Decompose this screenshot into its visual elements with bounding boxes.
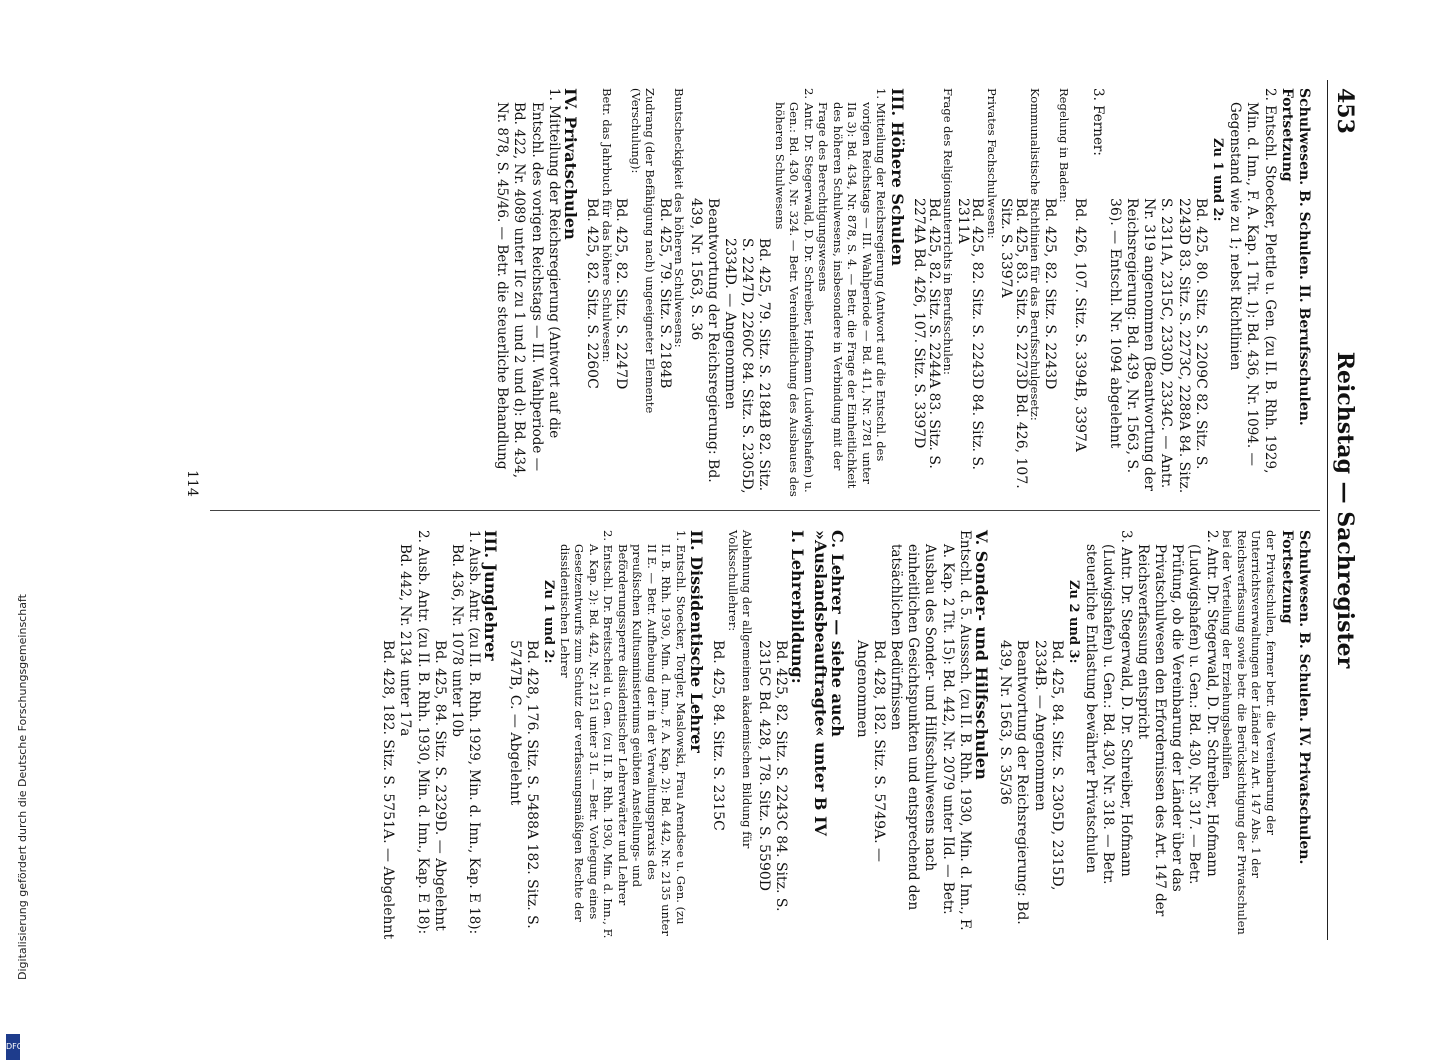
ablehnung-label: Ablehnung der allgemeinen akademischen Bildung für Volksschullehrer: bbox=[725, 530, 755, 849]
zu-1-2-label: Zu 1 und 2: bbox=[1209, 138, 1225, 222]
zu-1-2-right-label: Zu 1 und 2: bbox=[541, 580, 557, 664]
regelung-ref: Bd. 425, 82. Sitz. S. 2243D bbox=[1041, 198, 1058, 390]
entry-j1: 1. Ausb. Antr. (zu II. B. Rhh. 1929, Min. d. Inn., Kap. E 18): Bd. 436, Nr. 1078 unter 10b bbox=[449, 530, 483, 935]
rotated-page bbox=[130, 80, 1360, 940]
column-separator bbox=[210, 510, 1320, 511]
lehrerbildung-ref: Bd. 425, 82. Sitz. S. 2243C 84. Sitz. S. 2315C Bd. 428, 178. Sitz. S. 5590D bbox=[755, 640, 789, 912]
beantwortung-left: Beantwortung der Reichsregierung: Bd. 439, Nr. 1563, S. 36 bbox=[687, 198, 721, 483]
beantwortung-right: Beantwortung der Reichsregierung: Bd. 439, Nr. 1563, S. 35/36 bbox=[997, 640, 1031, 925]
right-column bbox=[379, 530, 1312, 940]
dfg-logo-icon: DFG bbox=[6, 1034, 20, 1060]
frage-label: Frage des Religionsunterrichts in Berufsschulen: bbox=[941, 88, 956, 375]
regelung-label: Regelung in Baden: bbox=[1057, 88, 1072, 203]
zu-2-3-ref: Bd. 425, 84. Sitz. S. 2305D, 2315D, 2334B. — Angenommen bbox=[1031, 640, 1065, 891]
ref-s5: Bd. 428, 182. Sitz. S. 5749A. — Angenommen bbox=[853, 640, 887, 862]
page-title: Reichstag — Sachregister bbox=[1332, 351, 1358, 669]
page-number: 453 bbox=[1332, 88, 1358, 134]
zu-1-2-right-ref: Bd. 428, 176. Sitz. S. 5488A 182. Sitz. S. 5747B, C. — Abgelehnt bbox=[506, 640, 540, 929]
ablehnung-ref: Bd. 425, 84. Sitz. S. 2315C bbox=[710, 640, 727, 831]
ref-3: Bd. 426, 107. Sitz. S. 3394B, 3397A bbox=[1072, 198, 1089, 452]
section-heading-iv: IV. Privatschulen bbox=[560, 88, 580, 240]
entry-j2: 2. Ausb. Antr. (zu II. B. Rhh. 1930, Min. d. Inn., Kap. E 18): Bd. 442, Nr. 2134 unter 17a bbox=[397, 530, 431, 935]
bunt-label: Buntscheckigkeit des höheren Schulwesens: bbox=[672, 88, 687, 348]
digitization-note bbox=[6, 70, 29, 1051]
page-header bbox=[1324, 80, 1360, 940]
entry-d2: 2. Entschl. Dr. Breitscheid u. Gen. (zu II. B. Rhh. 1930, Min. d. Inn., F. A. Kap. 2): Bd. 442, Nr. 2151 unter 3 II. — Betr. Vorlegung eines Gesetzentwurfs zum Schutz der verfassungsmäßigen Rechte der dissidentischen Lehrer bbox=[557, 530, 616, 939]
refs-1-2: Bd. 425, 80. Sitz. S. 2209C 82. Sitz. S. 2243D 83. Sitz. S. 2273C, 2288A 84. Sitz. S. 2311A, 2315C, 2330D, 2334C. — Antr. Nr. 319 angenommen (Beantwortung der Reichsregierung: Bd. 439, Nr. 1563, S. 36). — Entschl. Nr. 1094 abgelehnt bbox=[1106, 198, 1209, 494]
header-rule bbox=[1327, 80, 1328, 940]
entry-h2: 2. Antr. Dr. Stegerwald, D. Dr. Schreiber, Hofmann (Ludwigshafen) u. Gen.: Bd. 430, Nr. 324. — Betr. Vereinheitlichung des Ausbaues des höheren Schulwesens bbox=[772, 88, 816, 497]
entry-h1: 1. Mitteilung der Reichsregierung (Antwort auf die Entschl. des vorigen Reichstags — III. Wahlperiode — Bd. 411, Nr. 2781 unter IIa 3): Bd. 434, Nr. 878, S. 4. — Betr. die Frage der Einheitlichkeit des höheren Schulwesens, insbesondere in Verbindung mit der Frage des Berechtigungswesens bbox=[816, 88, 889, 489]
privat-ref: Bd. 425, 82. Sitz. S. 2243D 84. Sitz. S. 2311A bbox=[954, 198, 986, 470]
running-head-left: Schulwesen. B. Schulen. II. Berufsschulen. Fortsetzung bbox=[1278, 88, 1312, 426]
section-heading-c: C. Lehrer — siehe auch »Auslandsbeauftragte« unter B IV bbox=[811, 530, 848, 836]
ref-h2: Bd. 425, 79. Sitz. S. 2184B 82. Sitz. S. 2247D, 2260C 84. Sitz. S. 2305D, 2334D. — Angenommen bbox=[722, 238, 773, 494]
page-footer-number: 114 bbox=[184, 470, 200, 497]
ref-j1: Bd. 425, 84. Sitz. S. 2329D. — Abgelehnt bbox=[431, 640, 448, 931]
section-heading-c-ii: II. Dissidentische Lehrer bbox=[686, 530, 706, 753]
zu-2-3-label: Zu 2 und 3: bbox=[1065, 580, 1081, 664]
ref-j2: Bd. 428, 182. Sitz. S. 5751A. — Abgelehnt bbox=[380, 640, 397, 940]
privat-label: Privates Fachschulwesen: bbox=[984, 88, 999, 239]
jahrbuch-label: Betr. das Jahrbuch für das höhere Schulwesen: bbox=[599, 88, 614, 363]
entry-p3: 3. Antr. Dr. Stegerwald, D. Dr. Schreiber, Hofmann (Ludwigshafen) u. Gen.: Bd. 430, Nr. 318. — Betr. steuerliche Entlastung bewährter Privatschulen bbox=[1083, 530, 1134, 885]
entry-item-2: 2. Entschl. Stoecker, Plettle u. Gen. (zu II. B. Rhh. 1929, Min. d. Inn., F. A. Kap. 1 Tit. 1): Bd. 436, Nr. 1094. — Gegenstand wie zu 1; nebst Richtlinien bbox=[1227, 88, 1278, 474]
kommunal-ref: Bd. 425, 83. Sitz. S. 2273D Bd. 426, 107. Sitz. S. 3397A bbox=[998, 198, 1029, 489]
running-head-right: Schulwesen. B. Schulen. IV. Privatschulen. Fortsetzung bbox=[1278, 530, 1312, 865]
zudrang-label: Zudrang (der Befähigung nach) ungeeigneter Elemente (Verschulung): bbox=[628, 88, 658, 414]
section-heading-v: V. Sonder- und Hilfsschulen bbox=[971, 530, 991, 780]
entry-p1: 1. Mitteilung der Reichsregierung (Antwort auf die Entschl. des vorigen Reichstags — III. Wahlperiode — Bd. 422, Nr. 4089 unter IIc zu 1 und 2 und d): Bd. 434, Nr. 878, S. 45/46. — Betr. die steuerliche Behandlung bbox=[494, 88, 562, 479]
left-column bbox=[493, 88, 1312, 498]
section-heading-c-i: I. Lehrerbildung: bbox=[787, 530, 807, 684]
kommunal-label: Kommunalistische Richtlinien für das Berufsschulgesetz: bbox=[1028, 88, 1043, 421]
entry-item-3: 3. Ferner: bbox=[1089, 88, 1106, 156]
section-heading-iii: III. Höhere Schulen bbox=[887, 88, 907, 266]
entry-s5: Entschl. d. 5. Ausssch. (zu II. B. Rhh. 1930, Min. d. Inn., F. A. Kap. 2 Tit. 15): Bd. 442, Nr. 2079 unter IId. — Betr. Ausbau des Sonder- und Hilfsschulwesens nach einheitlichen Gesichtspunkten und entsprechend den tatsächlichen Bedürfnissen bbox=[887, 530, 973, 931]
entry-p2: 2. Antr. Dr. Stegerwald, D. Dr. Schreiber, Hofmann (Ludwigshafen) u. Gen.: Bd. 430, Nr. 317. — Betr. Prüfung, ob die Vereinbarung der Länder über das Privatschulwesen den Erfordernissen des Art. 147 der Reichsverfassung entspricht bbox=[1134, 530, 1220, 917]
frage-ref: Bd. 425, 82. Sitz. S. 2244A 83. Sitz. S. 2274A Bd. 426, 107. Sitz. S. 3397D bbox=[911, 198, 942, 469]
entry-d1: 1. Entschl. Stoecker, Torgler, Maslowski, Frau Arendsee u. Gen. (zu II. B. Rhh. 1930, Min. d. Inn., F. A. Kap. 2): Bd. 442, Nr. 2135 unter II E. — Betr. Aufhebung der in der Verwaltungspraxis des preußischen Kultusministeriums geübten Anstellungs- und Beförderungssperre dissidentischer Lehrerwärter und Lehrer bbox=[615, 530, 688, 936]
digitization-text: Digitalisierung gefördert durch die Deutsche Forschungsgemeinschaft bbox=[16, 594, 29, 980]
section-heading-c-iii: III. Junglehrer bbox=[481, 530, 501, 661]
bunt-ref: Bd. 425, 79. Sitz. S. 2184B bbox=[656, 198, 673, 389]
continuation-text: der Privatschulen, ferner betr. die Vereinbarung der Unterrichtsverwaltungen der Länder zu Art. 147 Abs. 1 der Reichsverfassung sowie betr. die Berücksichtigung der Privatschulen bei der Verteilung der Erziehungsbeihilfen bbox=[1220, 530, 1278, 935]
zudrang-ref: Bd. 425, 82. Sitz. S. 2247D bbox=[613, 198, 630, 390]
jahrbuch-ref: Bd. 425, 82. Sitz. S. 2260C bbox=[584, 198, 601, 389]
